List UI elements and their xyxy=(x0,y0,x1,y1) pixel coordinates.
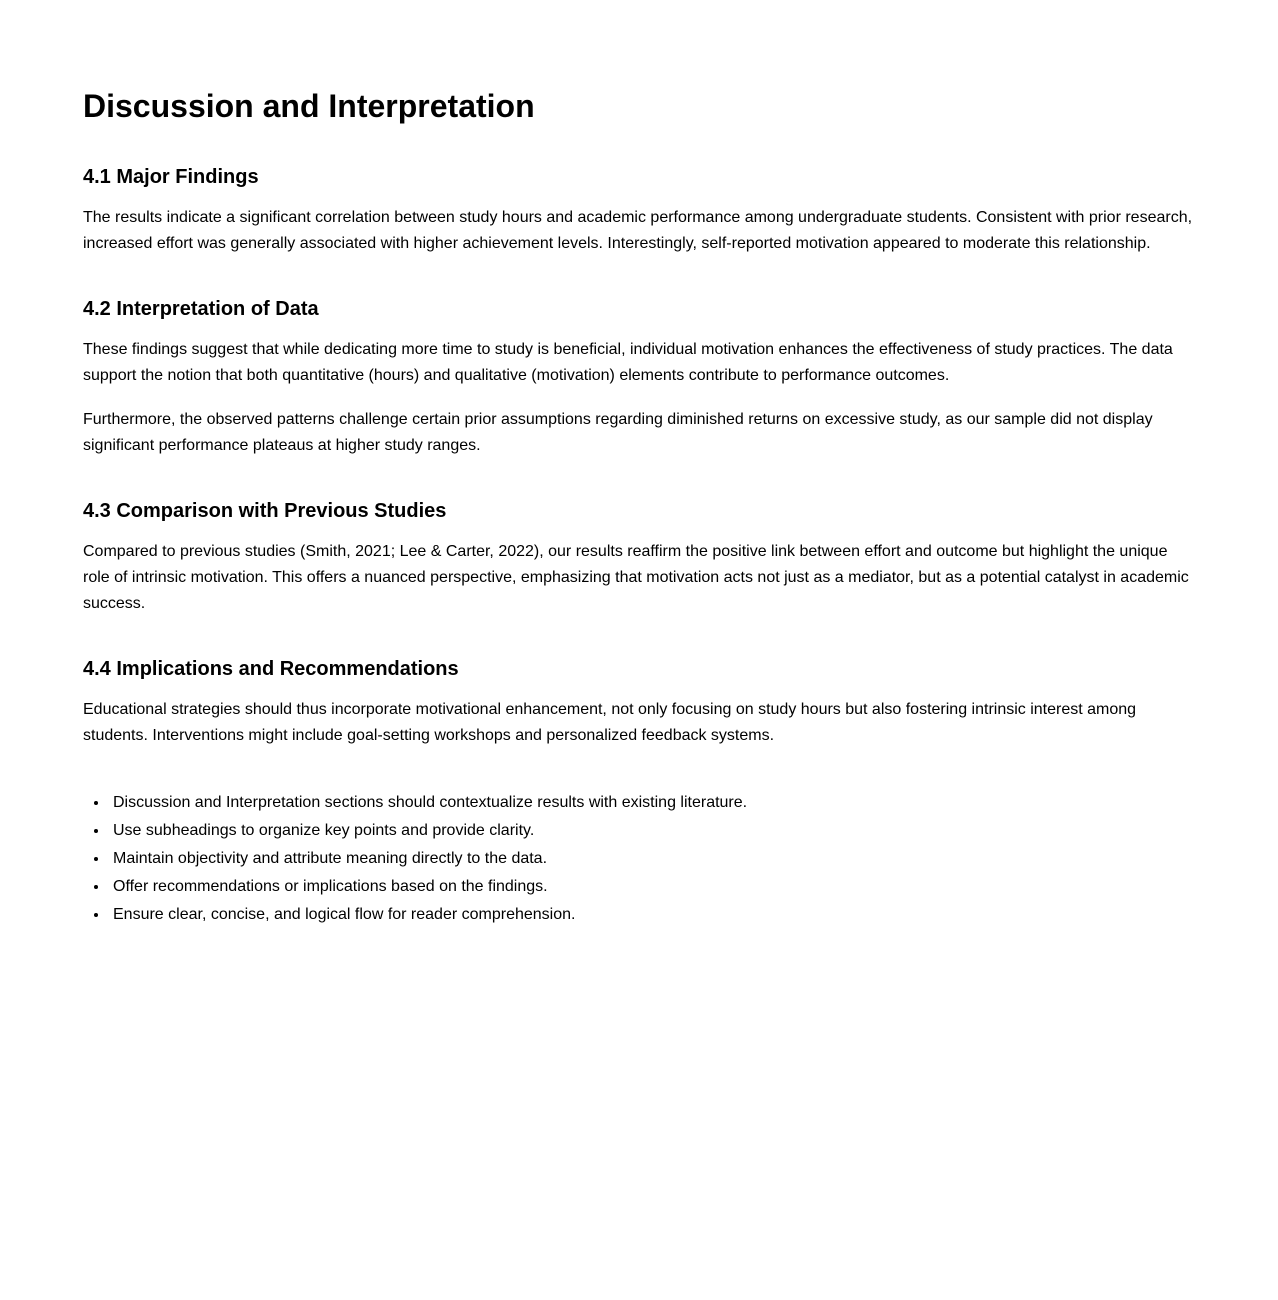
section-heading-4-2: 4.2 Interpretation of Data xyxy=(83,297,319,320)
document-title: Discussion and Interpretation xyxy=(83,88,535,124)
paragraph: Compared to previous studies (Smith, 2021; Lee & Carter, 2022), our results reaffirm the positive link between effort and outcome but highlight the unique role of intrinsic motivation. This offers a nuanced perspective, emphasizing that motivation acts not just as a mediator, but as a potential catalyst in academic success. xyxy=(83,542,1189,612)
section-interpretation-of-data xyxy=(83,297,1194,459)
section-heading-4-3: 4.3 Comparison with Previous Studies xyxy=(83,499,447,522)
guideline-list xyxy=(83,793,1194,925)
section-heading-4-1: 4.1 Major Findings xyxy=(83,165,259,188)
paragraph: Furthermore, the observed patterns challenge certain prior assumptions regarding diminished returns on excessive study, as our sample did not display significant performance plateaus at higher study ranges. xyxy=(83,410,1153,454)
section-heading-4-4: 4.4 Implications and Recommendations xyxy=(83,657,459,680)
paragraph: The results indicate a significant correlation between study hours and academic performance among undergraduate students. Consistent with prior research, increased effort was generally associated with higher achievement levels. Interestingly, self-reported motivation appeared to moderate this relationship. xyxy=(83,208,1193,252)
section-comparison-previous-studies xyxy=(83,499,1194,617)
bullet-item: • Offer recommendations or implications based on the findings. xyxy=(109,877,1194,897)
bullet-item: • Discussion and Interpretation sections should contextualize results with existing literature. xyxy=(109,793,1194,813)
bullet-item: • Ensure clear, concise, and logical flow for reader comprehension. xyxy=(109,905,1194,925)
paragraph: These findings suggest that while dedicating more time to study is beneficial, individual motivation enhances the effectiveness of study practices. The data support the notion that both quantitative (hours) and qualitative (motivation) elements contribute to performance outcomes. xyxy=(83,340,1173,384)
bullet-item: • Use subheadings to organize key points and provide clarity. xyxy=(109,821,1194,841)
section-major-findings xyxy=(83,165,1194,257)
paragraph: Educational strategies should thus incorporate motivational enhancement, not only focusing on study hours but also fostering intrinsic interest among students. Interventions might include goal-setting workshops and personalized feedback systems. xyxy=(83,700,1137,744)
section-implications-recommendations xyxy=(83,657,1194,749)
bullet-item: • Maintain objectivity and attribute meaning directly to the data. xyxy=(109,849,1194,869)
